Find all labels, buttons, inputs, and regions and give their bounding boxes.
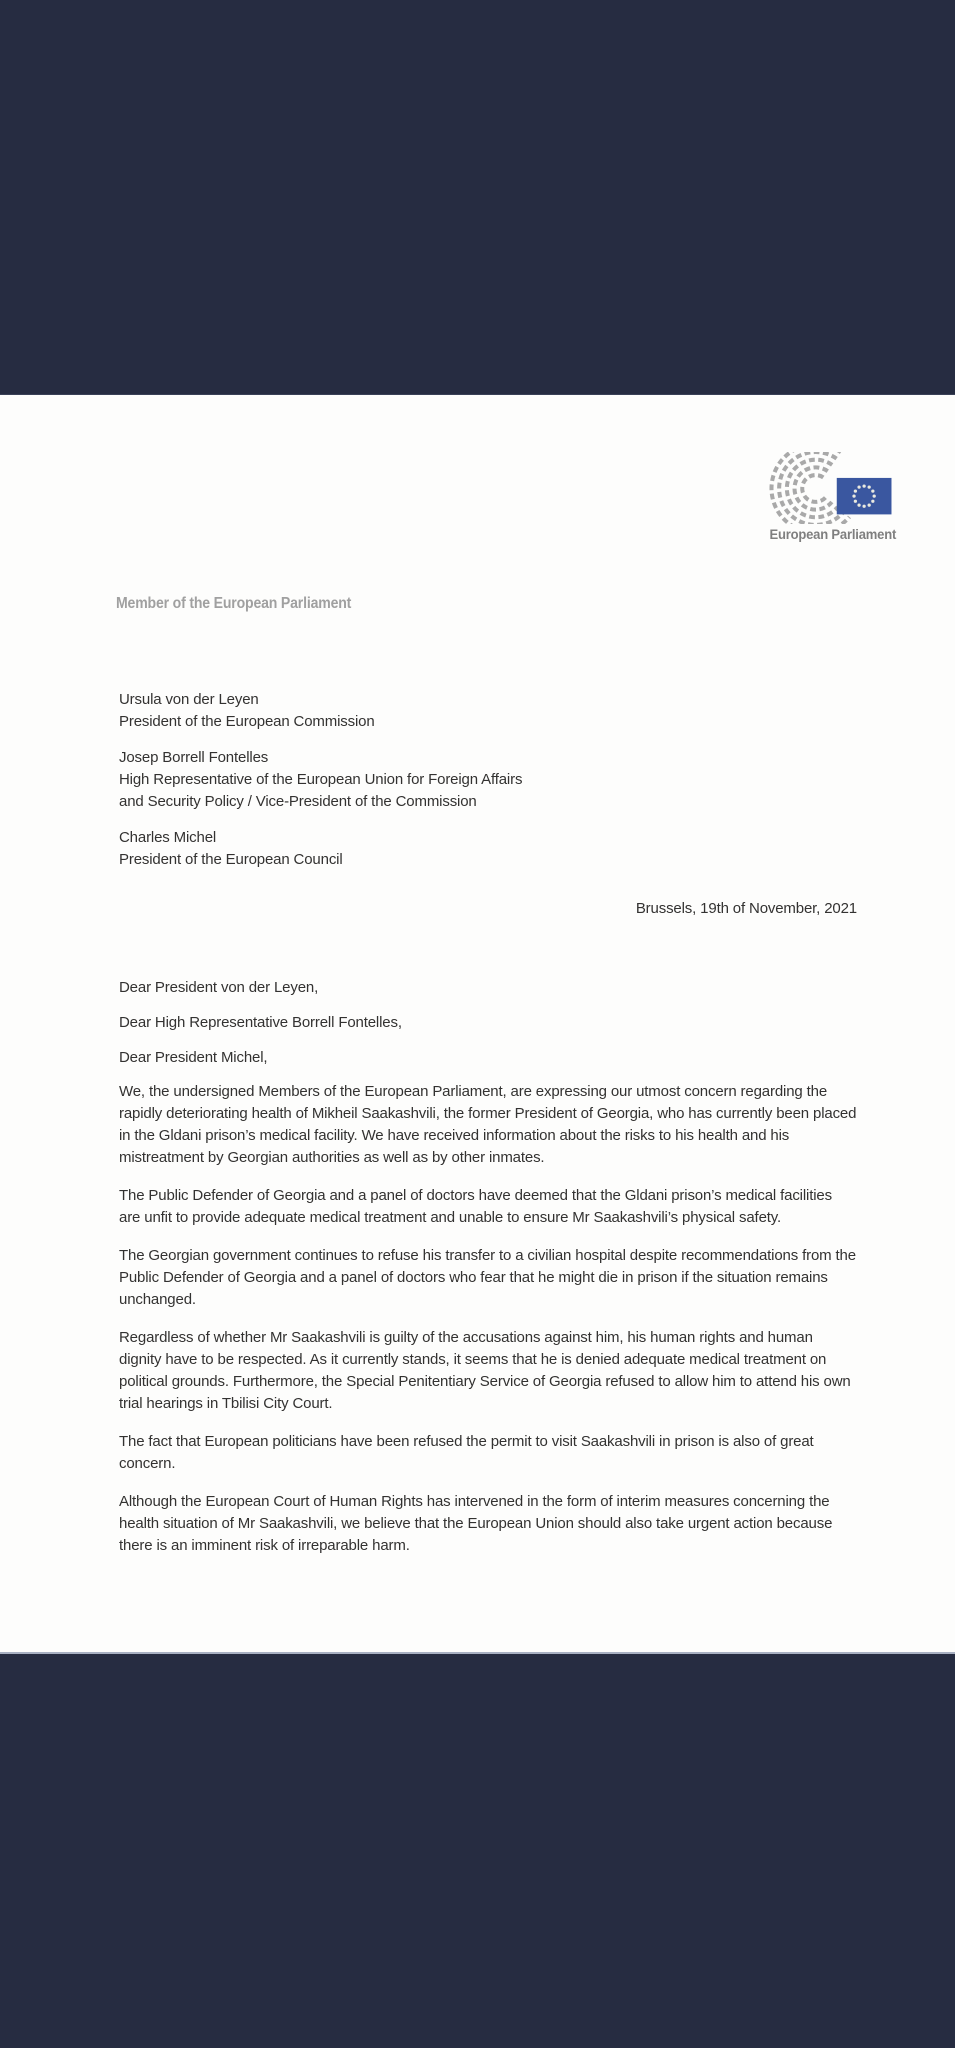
recipient-list (119, 689, 857, 885)
ep-hemicycle-icon (762, 452, 900, 524)
salutation-block (119, 977, 857, 1082)
recipient-name: Ursula von der Leyen (119, 691, 259, 708)
body-paragraph: Although the European Court of Human Rights has intervened in the form of interim measures concerning the health situation of Mr Saakashvili, we believe that the European Union should also take urgent action because there is an imminent risk of irreparable harm. (119, 1493, 833, 1554)
eu-flag (837, 478, 892, 514)
recipient-name: Charles Michel (119, 829, 217, 846)
salutation-line: Dear President von der Leyen, (119, 979, 319, 996)
recipient-title: President of the European Commission (119, 713, 375, 730)
salutation-line: Dear President Michel, (119, 1049, 268, 1066)
recipient-title: and Security Policy / Vice-President of the Commission (119, 793, 477, 810)
european-parliament-logo (762, 452, 900, 542)
dateline: Brussels, 19th of November, 2021 (635, 900, 857, 917)
body-paragraph: The Georgian government continues to refuse his transfer to a civilian hospital despite recommendations from the Public Defender of Georgia and a panel of doctors who fear that he might die in prison if the situation remains unchanged. (119, 1247, 856, 1308)
recipient-borrell-fontelles (119, 747, 857, 813)
letter-body (119, 1081, 857, 1573)
body-paragraph: Regardless of whether Mr Saakashvili is guilty of the accusations against him, his human rights and human dignity have to be respected. As it currently stands, it seems that he is denied adequate medical treatment on political grounds. Furthermore, the Special Penitentiary Service of Georgia refused to allow him to attend his own trial hearings in Tbilisi City Court. (119, 1329, 851, 1412)
recipient-title: President of the European Council (119, 851, 343, 868)
salutation-line: Dear High Representative Borrell Fontelles, (119, 1014, 402, 1031)
body-paragraph: The Public Defender of Georgia and a panel of doctors have deemed that the Gldani prison’s medical facilities are unfit to provide adequate medical treatment and unable to ensure Mr Saakashvili’s physical safety. (119, 1187, 832, 1226)
body-paragraph: We, the undersigned Members of the European Parliament, are expressing our utmost concern regarding the rapidly deteriorating health of Mikheil Saakashvili, the former President of Georgia, who has currently been placed in the Gldani prison’s medical facility. We have received information about the risks to his health and his mistreatment by Georgian authorities as well as by other inmates. (119, 1083, 857, 1166)
letter-page (0, 395, 955, 1652)
recipient-title: High Representative of the European Union for Foreign Affairs (119, 771, 523, 788)
body-paragraph: The fact that European politicians have been refused the permit to visit Saakashvili in prison is also of great concern. (119, 1433, 814, 1472)
recipient-von-der-leyen (119, 689, 857, 733)
recipient-name: Josep Borrell Fontelles (119, 749, 269, 766)
logo-caption: European Parliament (769, 526, 897, 542)
recipient-michel (119, 827, 857, 871)
sender-line: Member of the European Parliament (116, 595, 352, 612)
